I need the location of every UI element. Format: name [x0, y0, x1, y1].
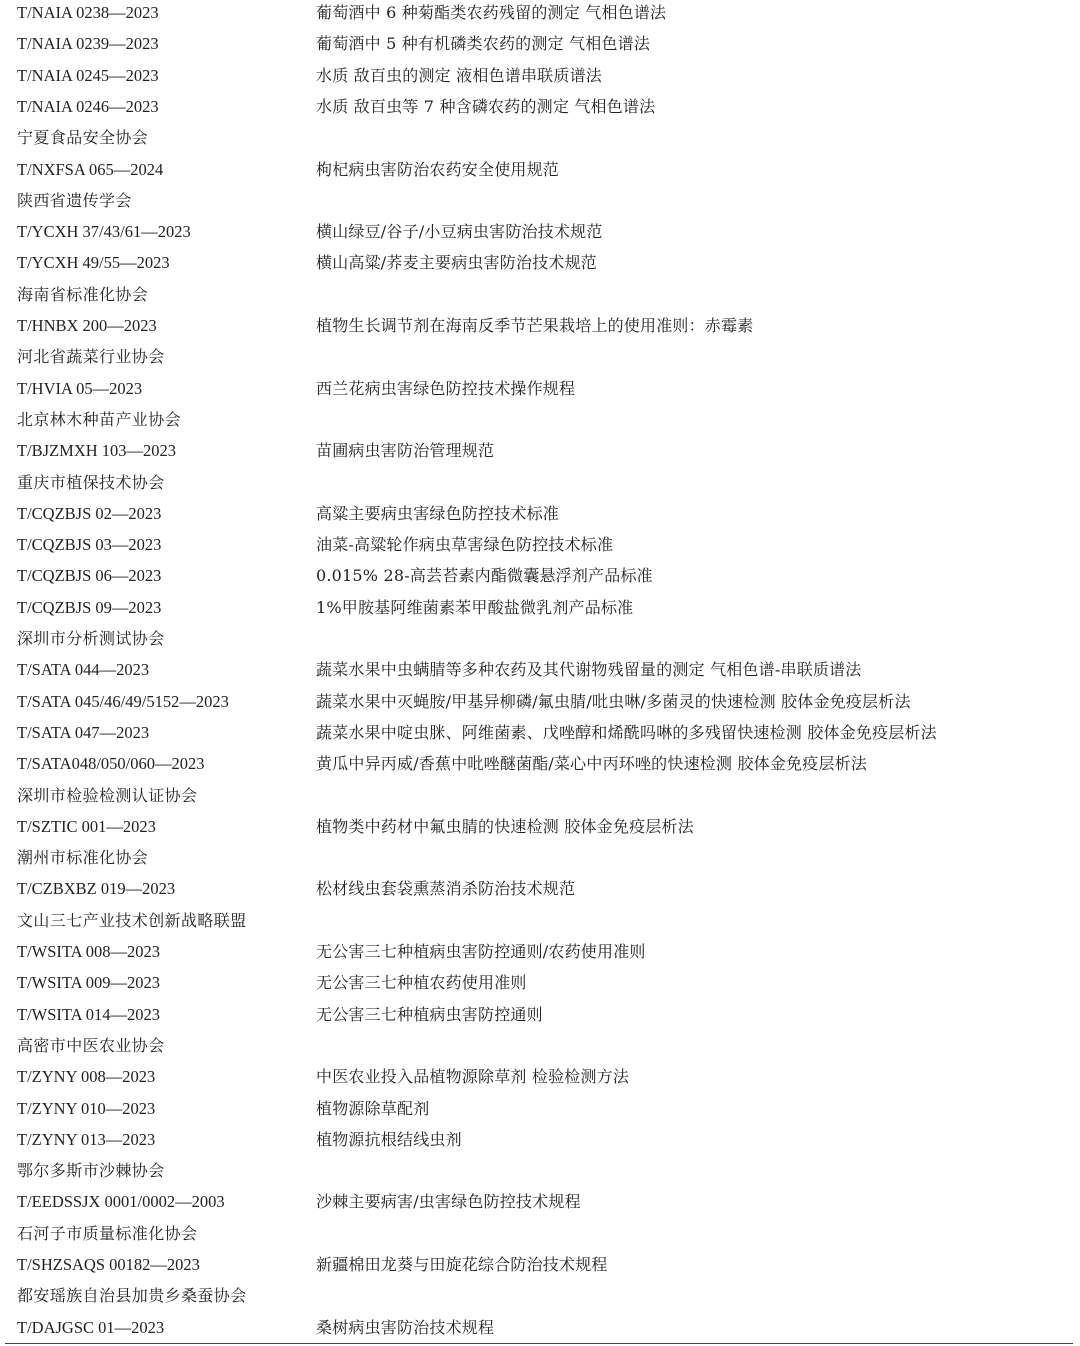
organization-heading	[0, 279, 1080, 310]
standard-row	[0, 28, 1080, 59]
standard-title: 油菜-高粱轮作病虫草害绿色防控技术标准	[316, 535, 614, 555]
organization-name: 海南省标准化协会	[17, 284, 149, 304]
organization-name: 高密市中医农业协会	[17, 1035, 165, 1055]
standard-title: 黄瓜中异丙威/香蕉中吡唑醚菌酯/菜心中丙环唑的快速检测 胶体金免疫层析法	[316, 754, 868, 774]
organization-name: 石河子市质量标准化协会	[17, 1223, 198, 1243]
standard-code: T/NXFSA 065—2024	[17, 159, 164, 179]
standard-code: T/DAJGSC 01—2023	[17, 1317, 165, 1337]
organization-name: 重庆市植保技术协会	[17, 472, 165, 492]
organization-heading	[0, 623, 1080, 654]
organization-heading	[0, 1280, 1080, 1311]
standard-title: 新疆棉田龙葵与田旋花综合防治技术规程	[316, 1255, 608, 1274]
standard-code: T/NAIA 0239—2023	[17, 34, 159, 54]
organization-heading	[0, 1218, 1080, 1249]
standard-title: 葡萄酒中 6 种菊酯类农药残留的测定 气相色谱法	[316, 3, 667, 22]
organization-name: 深圳市分析测试协会	[17, 629, 165, 648]
standard-code: T/BJZMXH 103—2023	[17, 441, 177, 461]
standard-row	[0, 1312, 1080, 1343]
standard-row	[0, 216, 1080, 247]
standard-code: T/SATA 044—2023	[17, 660, 150, 680]
standard-code: T/SATA048/050/060—2023	[17, 754, 205, 774]
standard-row	[0, 873, 1080, 904]
standard-row	[0, 686, 1080, 717]
organization-name: 深圳市检验检测认证协会	[17, 785, 198, 805]
standard-row	[0, 560, 1080, 591]
standard-code: T/NAIA 0245—2023	[17, 65, 159, 85]
standard-title: 无公害三七种植病虫害防控通则	[316, 1004, 543, 1024]
standard-code: T/CQZBJS 06—2023	[17, 566, 162, 586]
standard-title: 横山高粱/荞麦主要病虫害防治技术规范	[316, 253, 597, 273]
standard-code: T/WSITA 014—2023	[17, 1004, 161, 1024]
organization-name: 宁夏食品安全协会	[17, 128, 149, 148]
standard-code: T/CZBXBZ 019—2023	[17, 879, 176, 899]
standard-title: 西兰花病虫害绿色防控技术操作规程	[316, 378, 576, 398]
standard-row	[0, 1249, 1080, 1280]
standard-row	[0, 936, 1080, 967]
organization-name: 鄂尔多斯市沙棘协会	[17, 1161, 165, 1181]
standard-title: 植物源除草配剂	[316, 1098, 430, 1118]
standard-row	[0, 592, 1080, 623]
standard-title: 水质 敌百虫等 7 种含磷农药的测定 气相色谱法	[316, 96, 656, 116]
standard-row	[0, 91, 1080, 122]
organization-heading	[0, 1155, 1080, 1186]
organization-name: 都安瑶族自治县加贵乡桑蚕协会	[17, 1286, 247, 1306]
standard-title: 松材线虫套袋熏蒸消杀防治技术规范	[316, 879, 576, 899]
standard-row	[0, 654, 1080, 685]
standard-code: T/WSITA 008—2023	[17, 942, 161, 961]
standard-title: 桑树病虫害防治技术规程	[316, 1317, 495, 1337]
standard-row	[0, 967, 1080, 998]
standard-row	[0, 811, 1080, 842]
standard-code: T/SATA 047—2023	[17, 722, 150, 742]
standard-row	[0, 1093, 1080, 1124]
organization-heading	[0, 467, 1080, 498]
standard-code: T/WSITA 009—2023	[17, 973, 161, 993]
organization-name: 北京林木种苗产业协会	[17, 409, 182, 429]
standard-code: T/YCXH 37/43/61—2023	[17, 222, 191, 242]
standard-code: T/SZTIC 001—2023	[17, 816, 156, 836]
standard-title: 苗圃病虫害防治管理规范	[316, 441, 495, 461]
standard-title: 高粱主要病虫害绿色防控技术标准	[316, 503, 560, 523]
standard-row	[0, 748, 1080, 779]
standard-code: T/ZYNY 013—2023	[17, 1129, 156, 1149]
standard-code: T/HNBX 200—2023	[17, 316, 157, 335]
standard-title: 中医农业投入品植物源除草剂 检验检测方法	[316, 1067, 630, 1087]
standard-row	[0, 1124, 1080, 1155]
standard-row	[0, 1186, 1080, 1217]
standard-title: 0.015% 28-高芸苔素内酯微囊悬浮剂产品标准	[316, 566, 653, 586]
organization-heading	[0, 842, 1080, 873]
standard-title: 沙棘主要病害/虫害绿色防控技术规程	[316, 1192, 581, 1212]
standard-title: 植物源抗根结线虫剂	[316, 1129, 462, 1149]
standard-code: T/EEDSSJX 0001/0002—2003	[17, 1192, 225, 1212]
organization-name: 文山三七产业技术创新战略联盟	[17, 910, 247, 930]
standard-title: 水质 敌百虫的测定 液相色谱串联质谱法	[316, 65, 602, 85]
standard-row	[0, 999, 1080, 1030]
standard-title: 葡萄酒中 5 种有机磷类农药的测定 气相色谱法	[316, 34, 651, 54]
standard-row	[0, 373, 1080, 404]
standard-row	[0, 529, 1080, 560]
bottom-divider	[5, 1343, 1073, 1344]
standard-title: 无公害三七种植农药使用准则	[316, 973, 527, 993]
standard-code: T/ZYNY 008—2023	[17, 1067, 156, 1087]
standard-code: T/CQZBJS 02—2023	[17, 503, 162, 523]
standard-code: T/SHZSAQS 00182—2023	[17, 1255, 200, 1274]
standard-code: T/SATA 045/46/49/5152—2023	[17, 691, 229, 711]
standard-code: T/ZYNY 010—2023	[17, 1098, 156, 1118]
standard-title: 植物生长调节剂在海南反季节芒果栽培上的使用准则：赤霉素	[316, 316, 754, 335]
standard-row	[0, 247, 1080, 278]
standard-title: 无公害三七种植病虫害防控通则/农药使用准则	[316, 942, 646, 961]
organization-heading	[0, 404, 1080, 435]
standard-title: 1%甲胺基阿维菌素苯甲酸盐微乳剂产品标准	[316, 597, 634, 617]
organization-heading	[0, 341, 1080, 372]
standard-code: T/CQZBJS 09—2023	[17, 597, 162, 617]
standard-title: 蔬菜水果中灭蝇胺/甲基异柳磷/氟虫腈/吡虫啉/多菌灵的快速检测 胶体金免疫层析法	[316, 691, 911, 711]
standard-title: 蔬菜水果中虫螨腈等多种农药及其代谢物残留量的测定 气相色谱-串联质谱法	[316, 660, 862, 680]
organization-name: 河北省蔬菜行业协会	[17, 347, 165, 367]
organization-heading	[0, 905, 1080, 936]
organization-heading	[0, 185, 1080, 216]
standard-row	[0, 60, 1080, 91]
standard-code: T/CQZBJS 03—2023	[17, 535, 162, 555]
organization-name: 潮州市标准化协会	[17, 848, 149, 868]
standard-code: T/HVIA 05—2023	[17, 378, 143, 398]
standard-title: 横山绿豆/谷子/小豆病虫害防治技术规范	[316, 222, 603, 242]
standard-code: T/NAIA 0246—2023	[17, 96, 159, 116]
standard-code: T/YCXH 49/55—2023	[17, 253, 170, 273]
organization-heading	[0, 780, 1080, 811]
standard-row	[0, 0, 1080, 28]
standard-row	[0, 498, 1080, 529]
standard-row	[0, 1061, 1080, 1092]
organization-heading	[0, 1030, 1080, 1061]
standard-title: 植物类中药材中氟虫腈的快速检测 胶体金免疫层析法	[316, 816, 694, 836]
standard-code: T/NAIA 0238—2023	[17, 3, 159, 22]
standard-row	[0, 154, 1080, 185]
standard-title: 枸杞病虫害防治农药安全使用规范	[316, 159, 560, 179]
standard-row	[0, 435, 1080, 466]
standard-row	[0, 310, 1080, 341]
organization-name: 陕西省遗传学会	[17, 190, 132, 210]
standard-title: 蔬菜水果中啶虫脒、阿维菌素、戊唑醇和烯酰吗啉的多残留快速检测 胶体金免疫层析法	[316, 722, 937, 742]
organization-heading	[0, 122, 1080, 153]
standard-row	[0, 717, 1080, 748]
